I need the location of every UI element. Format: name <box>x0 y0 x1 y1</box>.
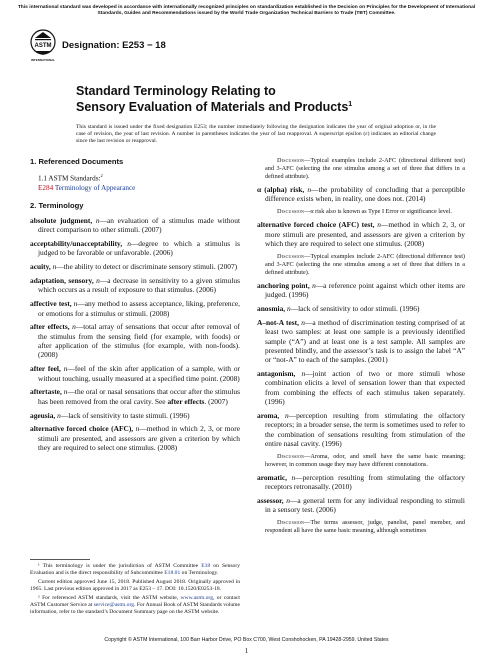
definition-entry: aftertaste, n—the oral or nasal sensations that occur after the stimulus has been removed from the oral cavity. See after effects. (2007) <box>30 387 240 406</box>
definition-entry: affective test, n—any method to assess acceptance, liking, preference, or emotions for a stimulus or stimuli. (2008) <box>30 299 240 318</box>
definition-entry: assessor, n—a general term for any individual responding to stimuli in a sensory test. (2006) <box>257 496 465 515</box>
footnote-divider <box>30 559 90 560</box>
definition-entry: ageusia, n—lack of sensitivity to taste stimuli. (1996) <box>30 410 190 420</box>
discussion-note: Discussion—Typical examples include 2-AFC (directional difference test) and 3-AFC (selecting the one stimulus among a set of three that differs in a defined attribute). <box>265 252 465 276</box>
discussion-label: Discussion <box>277 252 305 260</box>
copyright: Copyright © ASTM International, 100 Barr Harbor Drive, PO Box C700, West Conshohocken, PA 19428-2959. United States <box>104 637 389 643</box>
left-column <box>30 157 240 457</box>
footnote-ref-2[interactable]: 2 <box>100 173 103 179</box>
title-footnote-ref[interactable]: 1 <box>348 101 353 108</box>
section-terminology: 2. Terminology <box>30 201 84 211</box>
link-service-email[interactable]: service@astm.org <box>93 601 135 608</box>
link-e18[interactable]: E18 <box>201 563 211 569</box>
astm-international-logo-icon <box>30 29 56 63</box>
definition-entry: aroma, n—perception resulting from stimulating the olfactory receptors; in a broader sense, the term is sometimes used to refer to the combination of sensations resulting from stimulation of the entire nasal cavity. (1996) <box>257 410 465 448</box>
designation: Designation: E253 − 18 <box>62 40 166 51</box>
astm-logo <box>30 29 56 63</box>
definition-entry: A–not-A test, n—a method of discrimination testing comprised of at least two samples: at least one sample is a previously identified sample (“A”) and at least one is a test sample. All samples are presented blindly, and the assessor’s task is to assign the label “A” or “not-A” to each of the samples. (2001) <box>257 317 465 365</box>
link-astm-website[interactable]: www.astm.org <box>180 595 213 602</box>
definition-entry: acceptability/unacceptability, n—degree to which a stimulus is judged to be favorable or unfavorable. (2006) <box>30 238 240 258</box>
definition-entry: aromatic, n—perception resulting from stimulating the olfactory receptors retronasally. (2010) <box>257 472 465 492</box>
discussion-note: Discussion—Aroma, odor, and smell have the same basic meaning; however, in common usage they may have different connotations. <box>265 452 465 468</box>
definition-entry: after effects, n—total array of sensations that occur after removal of the stimulus from the sensing field (for example, with foods) or after application of the stimulus (for example, with non-foods). (2008) <box>30 322 240 360</box>
page-number: 1 <box>244 647 249 655</box>
definition-entry: alternative forced choice (AFC), n—method in which 2, 3, or more stimuli are presented, and assessors are given a criterion by which they are required to select one stimulus. (2008) <box>30 424 240 453</box>
ref-link-e284[interactable]: E284 <box>38 184 54 193</box>
discussion-note: Discussion—The terms assessor, judge, panelist, panel member, and respondent all have the same basic meaning, although sometimes <box>265 519 465 535</box>
ref-link-terminology-appearance[interactable]: Terminology of Appearance <box>54 184 136 193</box>
definition-entry: alternative forced choice (AFC) test, n—method in which 2, 3, or more stimuli are presented, and assessors are given a criterion by which they are required to select one stimulus. (2008) <box>257 220 465 249</box>
definition-entry: antagonism, n—joint action of two or more stimuli whose combination elicits a level of sensation lower than that expected from combining the effects of each stimulus taken separately. (1996) <box>257 369 465 407</box>
definition-entry: acuity, n—the ability to detect or discriminate sensory stimuli. (2007) <box>30 262 238 272</box>
definition-entry: after feel, n—feel of the skin after application of a sample, with or without touching, usually measured at a specified time point. (2008) <box>30 364 240 383</box>
definition-entry: absolute judgment, n—an evaluation of a stimulus made without direct comparison to other stimuli. (2007) <box>30 215 240 235</box>
section-referenced-documents: 1. Referenced Documents <box>30 157 124 166</box>
link-e1801[interactable]: E18.01 <box>164 569 181 576</box>
title-line-1: Standard Terminology Relating to <box>76 84 276 98</box>
footnotes <box>30 563 240 618</box>
discussion-note: Discussion—Typical examples include 2-AFC (directional different test) and 3-AFC (selecting the one stimulus among a set of three that differs in a defined attribute). <box>265 157 465 180</box>
discussion-label: Discussion <box>277 208 305 216</box>
wto-notice: This international standard was developed in accordance with internationally recognized principles on standardization established in the Decision on Principles for the Development of International Standards, Guides and Recommendations issued by the World Trade Organization Technical Barriers to Trade (TBT) Committee. <box>17 5 476 16</box>
logo-text-astm: ASTM <box>34 43 52 49</box>
definition-entry: α (alpha) risk, n—the probability of concluding that a perceptible difference exists when, in reality, one does not. (2014) <box>257 184 465 204</box>
footnote-2: ² For referenced ASTM standards, visit the ASTM website, www.astm.org, or contact ASTM Customer Service at service@astm.org. For Annual Book of ASTM Standards volume information, refer to the standard’s Document Summary page on the ASTM website. <box>30 595 240 615</box>
title-line-2: Sensory Evaluation of Materials and Products <box>76 100 349 115</box>
definition-entry: anosmia, n—lack of sensitivity to odor stimuli. (1996) <box>257 303 420 313</box>
ref-item-e284 <box>38 184 240 193</box>
discussion-note: Discussion—α risk also is known as Type I Error or significance level. <box>277 208 452 216</box>
issued-note: This standard is issued under the fixed designation E253; the number immediately following the designation indicates the year of original adoption or, in the case of revision, the year of last revision. A number in parentheses indicates the year of last reapproval. A superscript epsilon (ε) indicates an editorial change since the last revision or reapproval. <box>76 124 436 144</box>
discussion-label: Discussion <box>277 157 305 164</box>
footnote-1-edition: Current edition approved June 15, 2018. Published August 2018. Originally approved in 1965. Last previous edition approved in 2017 as E253 – 17. DOI: 10.1520/E0253-18. <box>30 579 240 592</box>
page-title <box>76 84 436 114</box>
footnote-1: ¹ This terminology is under the jurisdiction of ASTM Committee E18 on Sensory Evaluation and is the direct responsibility of Subcommittee E18.01 on Terminology. <box>30 563 240 576</box>
ref-astm-standards: 1.1 ASTM Standards:$^2$ <box>38 173 103 183</box>
right-column <box>257 157 465 539</box>
logo-text-international: INTERNATIONAL <box>30 58 56 62</box>
see-also-link[interactable]: after effects <box>167 396 205 406</box>
definition-entry: adaptation, sensory, n—a decrease in sensitivity to a given stimulus which occurs as a result of exposure to that stimulus. (2006) <box>30 275 240 295</box>
discussion-label: Discussion <box>277 519 305 527</box>
definition-entry: anchoring point, n—a reference point against which other items are judged. (1996) <box>257 280 465 300</box>
discussion-label: Discussion <box>277 452 305 460</box>
